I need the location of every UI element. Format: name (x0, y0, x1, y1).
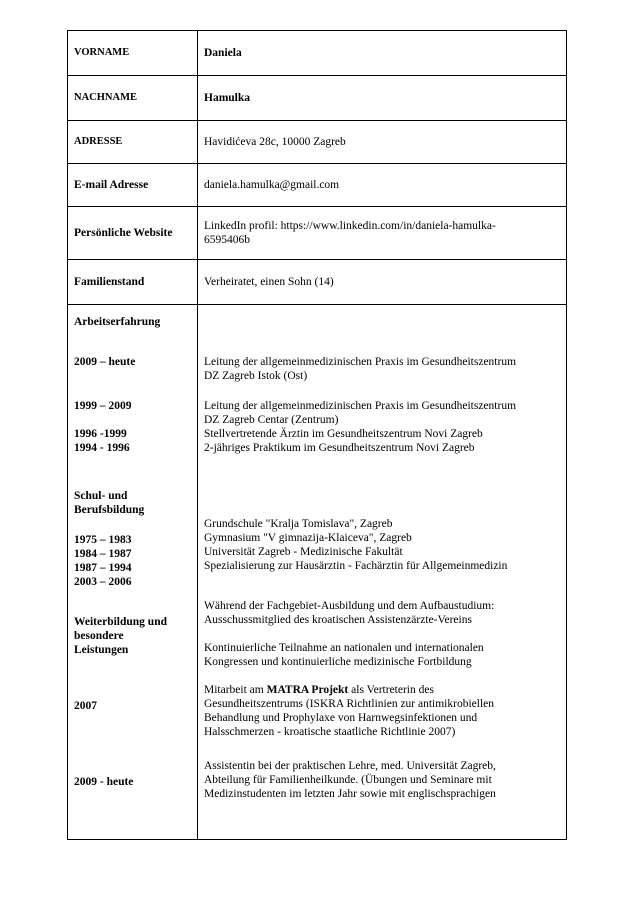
email-label: E-mail Adresse (68, 164, 198, 207)
training-period: 2007 (74, 700, 97, 712)
experience-text: DZ Zagreb Centar (Zentrum) (204, 414, 339, 426)
experience-period: 2009 – heute (74, 356, 136, 368)
training-text: Assistentin bei der praktischen Lehre, med. Universität Zagreb, (204, 760, 496, 772)
education-period: 1987 – 1994 (74, 562, 132, 574)
training-text: Gesundheitszentrums (ISKRA Richtlinien zur antimikrobiellen (204, 698, 495, 710)
training-text-part: Mitarbeit am (204, 684, 267, 696)
experience-period: 1994 - 1996 (74, 442, 130, 454)
training-heading: besondere (74, 630, 124, 642)
row-email (68, 164, 567, 207)
training-heading: Leistungen (74, 644, 129, 656)
cv-table (67, 30, 567, 840)
education-period: 1984 – 1987 (74, 548, 132, 560)
marital-status-value: Verheiratet, einen Sohn (14) (198, 260, 567, 305)
education-text: Grundschule "Kralja Tomislava", Zagreb (204, 518, 393, 530)
email-value: daniela.hamulka@gmail.com (198, 164, 567, 207)
experience-heading: Arbeitserfahrung (74, 316, 161, 328)
training-text: Abteilung für Familienheilkunde. (Übungen und Seminare mit (204, 774, 492, 786)
training-text (204, 683, 560, 697)
matra-project-bold: MATRA Projekt (266, 684, 349, 696)
address-value: Havidićeva 28c, 10000 Zagreb (198, 121, 567, 164)
career-labels (68, 305, 198, 840)
education-text: Universität Zagreb - Medizinische Fakultät (204, 546, 403, 558)
training-period: 2009 - heute (74, 776, 134, 788)
marital-status-label: Familienstand (68, 260, 198, 305)
training-text: Behandlung und Prophylaxe von Harnwegsinfektionen und (204, 712, 478, 724)
website-line-1: LinkedIn profil: https://www.linkedin.com/in/daniela-hamulka- (204, 220, 496, 232)
training-heading: Weiterbildung und (74, 616, 167, 628)
row-last-name (68, 76, 567, 121)
career-details (198, 305, 567, 840)
last-name-value: Hamulka (198, 76, 567, 121)
row-first-name (68, 31, 567, 76)
first-name-label: VORNAME (68, 31, 198, 76)
website-label: Persönliche Website (68, 207, 198, 260)
education-text: Gymnasium "V gimnazija-Klaiceva", Zagreb (204, 532, 412, 544)
cv-document (67, 30, 567, 840)
training-text: Kontinuierliche Teilnahme an nationalen und internationalen (204, 642, 484, 654)
row-career (68, 305, 567, 840)
website-line-2: 6595406b (204, 234, 250, 246)
training-text: Während der Fachgebiet-Ausbildung und dem Aufbaustudium: (204, 600, 495, 612)
training-text: Ausschussmitglied des kroatischen Assistenzärzte-Vereins (204, 614, 472, 626)
training-text: Kongressen und kontinuierliche medizinische Fortbildung (204, 656, 472, 668)
education-text: Spezialisierung zur Hausärztin - Fachärztin für Allgemeinmedizin (204, 560, 508, 572)
experience-text: Leitung der allgemeinmedizinischen Praxis im Gesundheitszentrum (204, 356, 517, 368)
row-address (68, 121, 567, 164)
experience-period: 1996 -1999 (74, 428, 127, 440)
education-period: 1975 – 1983 (74, 534, 132, 546)
first-name-value: Daniela (198, 31, 567, 76)
row-website (68, 207, 567, 260)
experience-text: DZ Zagreb Istok (Ost) (204, 370, 308, 382)
training-text: Halsschmerzen - kroatische staatliche Richtlinie 2007) (204, 726, 456, 738)
experience-text: 2-jähriges Praktikum im Gesundheitszentrum Novi Zagreb (204, 442, 475, 454)
experience-text: Stellvertretende Ärztin im Gesundheitszentrum Novi Zagreb (204, 428, 483, 440)
education-heading: Berufsbildung (74, 504, 145, 516)
experience-period: 1999 – 2009 (74, 400, 132, 412)
address-label: ADRESSE (68, 121, 198, 164)
row-marital-status (68, 260, 567, 305)
website-value (198, 207, 567, 260)
education-period: 2003 – 2006 (74, 576, 132, 588)
last-name-label: NACHNAME (68, 76, 198, 121)
training-text-part: als Vertreterin des (348, 684, 434, 696)
education-heading: Schul- und (74, 490, 128, 502)
training-text: Medizinstudenten im letzten Jahr sowie mit englischsprachigen (204, 788, 496, 800)
experience-text: Leitung der allgemeinmedizinischen Praxis im Gesundheitszentrum (204, 400, 517, 412)
